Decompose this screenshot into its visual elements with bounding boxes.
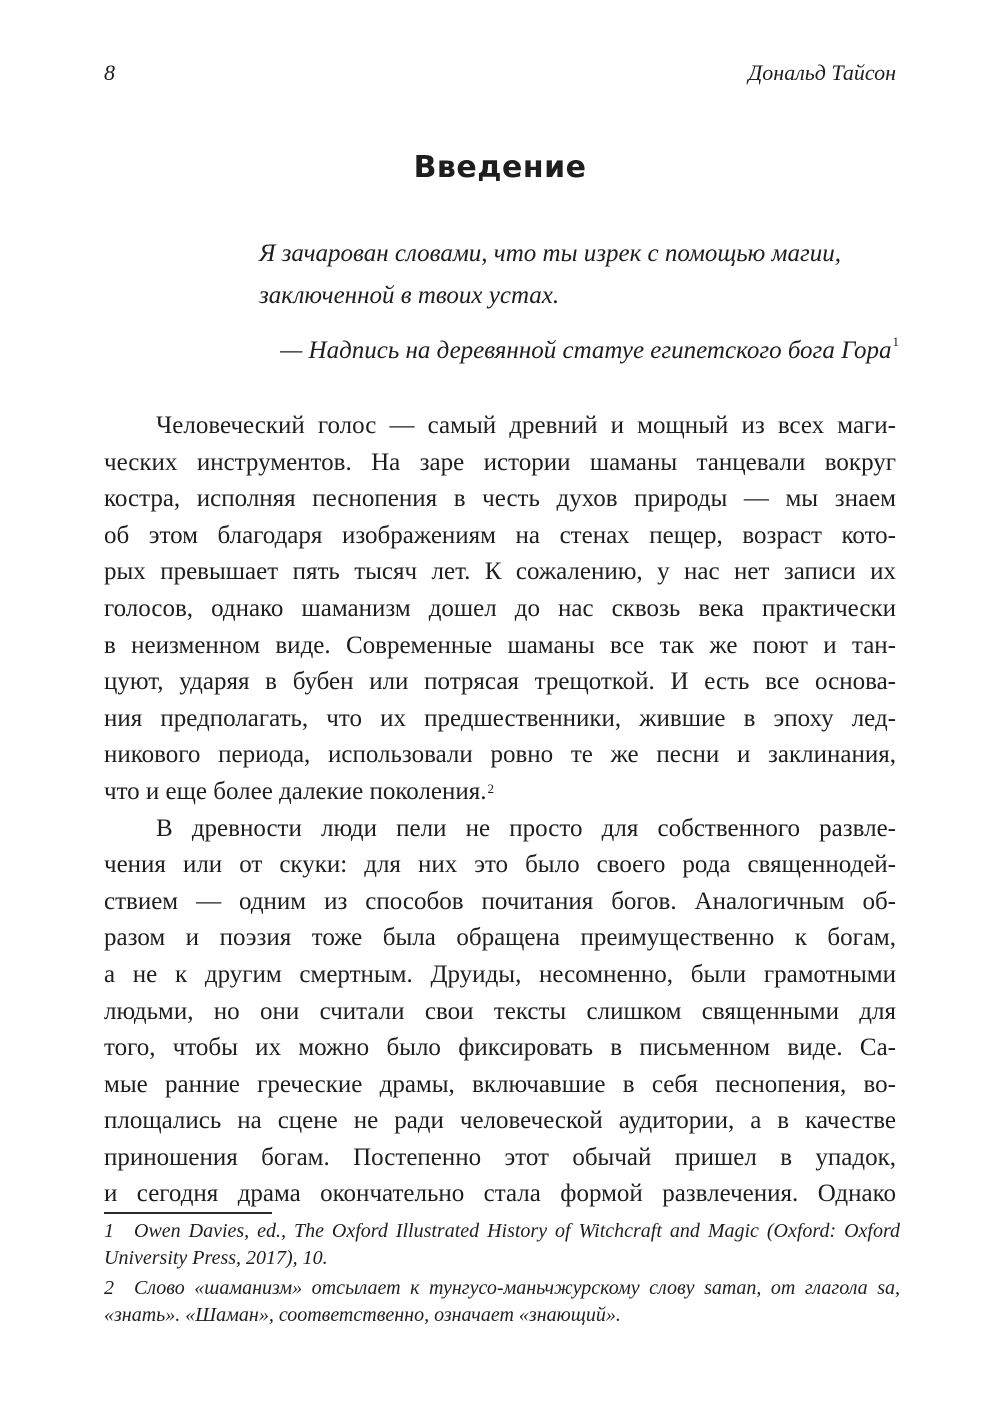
text-line: мые ранние греческие драмы, включавшие в себя песнопения, во-	[104, 1070, 896, 1098]
footnote-2-line: «знать». «Шаман», соответственно, означает «знающий».	[104, 1304, 621, 1326]
footnote-divider	[104, 1212, 272, 1214]
text-line: того, чтобы их можно было фиксировать в письменном виде. Са-	[104, 1034, 896, 1062]
footnote-1-line: University Press, 2017), 10.	[104, 1247, 328, 1269]
text-line: людьми, но они считали свои тексты слишком священными для	[104, 997, 896, 1025]
text-line: ния предполагать, что их предшественники, жившие в эпоху лед-	[104, 704, 896, 732]
text-line: В древности люди пели не просто для собственного развле-	[156, 814, 896, 842]
body-text	[104, 408, 896, 1213]
footnote-ref-1[interactable]: 1	[892, 334, 899, 349]
text-line: цуют, ударяя в бубен или потрясая трещоткой. И есть все основа-	[104, 668, 896, 696]
text-line: чения или от скуки: для них это было своего рода священнодей-	[104, 851, 896, 879]
text-line: Человеческий голос — самый древний и мощный из всех маги-	[156, 412, 896, 439]
text-line	[104, 774, 896, 811]
text-fragment: что и еще более далекие поколения.	[104, 777, 487, 805]
epigraph-attribution	[280, 334, 899, 365]
running-head-author: Дональд Тайсон	[748, 60, 896, 85]
footnotes	[104, 1218, 900, 1329]
text-line: приношения богам. Постепенно этот обычай пришел в упадок,	[104, 1143, 896, 1171]
text-line: об этом благодаря изображениям на стенах пещер, возраст кото-	[104, 521, 896, 549]
footnote-number: 2	[104, 1277, 114, 1299]
text-line: в неизменном виде. Современные шаманы все так же поют и тан-	[104, 631, 896, 659]
text-line: ческих инструментов. На заре истории шаманы танцевали вокруг	[104, 448, 896, 476]
footnote-text: Слово «шаманизм» отсылает к тунгусо-маньчжурскому слову saman, от глагола sa,	[134, 1277, 900, 1299]
text-line: а не к другим смертным. Друиды, несомненно, были грамотными	[104, 960, 896, 988]
footnote-text: Owen Davies, ed., The Oxford Illustrated History of Witchcraft and Magic (Oxford: Oxford	[134, 1220, 900, 1242]
footnote-ref-2[interactable]: 2	[487, 780, 495, 796]
epigraph	[259, 233, 899, 317]
text-line: разом и поэзия тоже была обращена преимущественно к богам,	[104, 924, 896, 952]
attribution-text: — Надпись на деревянной статуе египетского бога Гора	[280, 337, 892, 364]
epigraph-line: Я зачарован словами, что ты изрек с помощью магии,	[259, 240, 841, 267]
footnote-2-line	[104, 1275, 900, 1302]
footnote-1-line	[104, 1218, 900, 1245]
text-line: площались на сцене не ради человеческой аудитории, а в качестве	[104, 1107, 896, 1135]
page-number: 8	[104, 60, 115, 85]
text-line: ствием — одним из способов почитания богов. Аналогичным об-	[104, 887, 896, 915]
footnote-number: 1	[104, 1220, 114, 1242]
text-line: и сегодня драма окончательно стала формой развлечения. Однако	[104, 1180, 896, 1208]
text-line: голосов, однако шаманизм дошел до нас сквозь века практически	[104, 594, 896, 622]
chapter-title: Введение	[413, 150, 587, 185]
epigraph-line: заключенной в твоих устах.	[259, 282, 560, 309]
text-line: костра, исполняя песнопения в честь духов природы — мы знаем	[104, 485, 896, 513]
text-line: никового периода, использовали ровно те же песни и заклинания,	[104, 741, 896, 769]
page-header	[104, 60, 896, 96]
text-line: рых превышает пять тысяч лет. К сожалению, у нас нет записи их	[104, 558, 896, 586]
